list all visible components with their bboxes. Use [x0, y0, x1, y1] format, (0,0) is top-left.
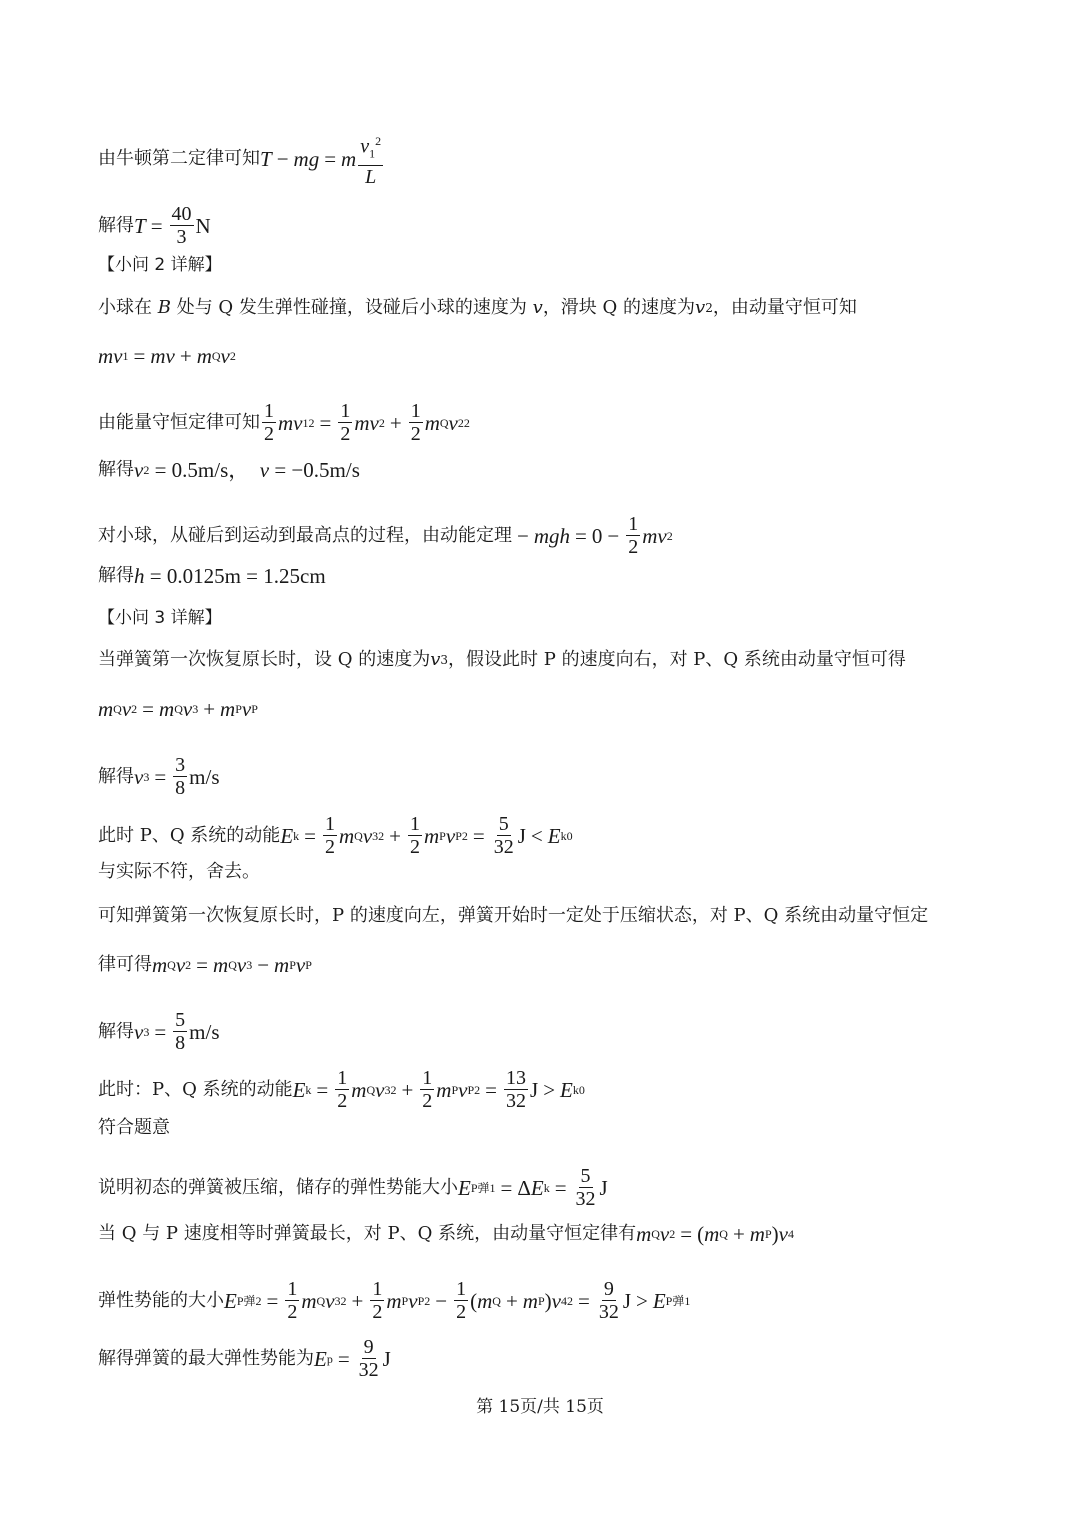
collision-description-line: 小球在 B 处与 Q 发生弹性碰撞，设碰后小球的速度为 v ，滑块 Q 的速度为 v 2 ，由动量守恒可知 [98, 297, 857, 318]
energy-conservation-line: 由能量守恒定律可知 $\frac{1}{2}$ mv 1 2 = $\frac{1}{2}$ mv 2 + $\frac{1}{2}$ m Q v 2 2 [98, 400, 470, 445]
consistent-line: 符合题意 [98, 1117, 170, 1138]
equation-tension-value: T = $\frac{40}{3}$ N [134, 203, 211, 248]
text-solve: 解得 [98, 214, 134, 236]
max-potential-line: 解得弹簧的最大弹性势能为 E p = $\frac{9}{32}$ J [98, 1336, 391, 1381]
newton-second-law-line [98, 130, 385, 188]
work-energy-line: 对小球，从碰后到运动到最高点的过程，由动能定理 − mgh = 0 − $\frac{1}{2}$ mv 2 [98, 513, 673, 558]
text-newton: 由牛顿第二定律可知 [98, 147, 260, 169]
equal-velocity-line: 当 Q 与 P 速度相等时弹簧最长，对 P、Q 系统，由动量守恒定律有 m Q v 2 = ( m Q + m P ) v 4 [98, 1222, 794, 1246]
initial-potential-energy-line: 说明初态的弹簧被压缩，储存的弹性势能大小 E P弹1 = Δ E k = $\frac{5}{32}$ J [98, 1165, 608, 1210]
elastic-potential-line: 弹性势能的大小 E P弹2 = $\frac{1}{2}$ m Q v 3 2 + $\frac{1}{2}$ m P v P 2 − $\frac{1}{2}$ ( m Q + m P ) v 4 2 = $\frac{9}{32}$ J > E P弹1 [98, 1278, 691, 1323]
equation-tension: T − mg = m $\frac{v_1^2}{L}$ [260, 130, 385, 188]
v3-first-result-line: 解得 v 3 = $\frac{3}{8}$ m/s [98, 754, 220, 799]
momentum-pq-line: m Q v 2 = m Q v 3 + m P v P [98, 697, 258, 721]
section-heading-q3: 【小问 3 详解】 [98, 608, 222, 628]
discard-line: 与实际不符，舍去。 [98, 861, 260, 882]
momentum-equation-line: mv 1 = mv + m Q v 2 [98, 344, 236, 368]
tension-result-line [98, 203, 211, 248]
kinetic-energy-second-line: 此时：P、Q 系统的动能 E k = $\frac{1}{2}$ m Q v 3 2 + $\frac{1}{2}$ m P v P 2 = $\frac{13}{32}$ J > E k0 [98, 1067, 585, 1112]
velocity-result-line: 解得 v 2 = 0.5m/s， v = −0.5m/s [98, 458, 360, 482]
spring-compressed-line: 可知弹簧第一次恢复原长时，P 的速度向左，弹簧开始时一定处于压缩状态，对 P、Q 系统由动量守恒定 [98, 905, 929, 926]
page-footer: 第 15页/共 15页 [476, 1397, 604, 1417]
section-heading-q2: 【小问 2 详解】 [98, 255, 222, 275]
kinetic-energy-first-line: 此时 P、Q 系统的动能 E k = $\frac{1}{2}$ m Q v 3 2 + $\frac{1}{2}$ m P v P 2 = $\frac{5}{32}$ J < E k0 [98, 813, 573, 858]
v3-second-result-line: 解得 v 3 = $\frac{5}{8}$ m/s [98, 1009, 220, 1054]
height-result-line: 解得 h = 0.0125m = 1.25cm [98, 564, 326, 588]
spring-restore-line: 当弹簧第一次恢复原长时，设 Q 的速度为 v 3 ，假设此时 P 的速度向右，对 P、Q 系统由动量守恒可得 [98, 649, 906, 670]
momentum-second-line: 律可得 m Q v 2 = m Q v 3 − m P v P [98, 953, 312, 977]
